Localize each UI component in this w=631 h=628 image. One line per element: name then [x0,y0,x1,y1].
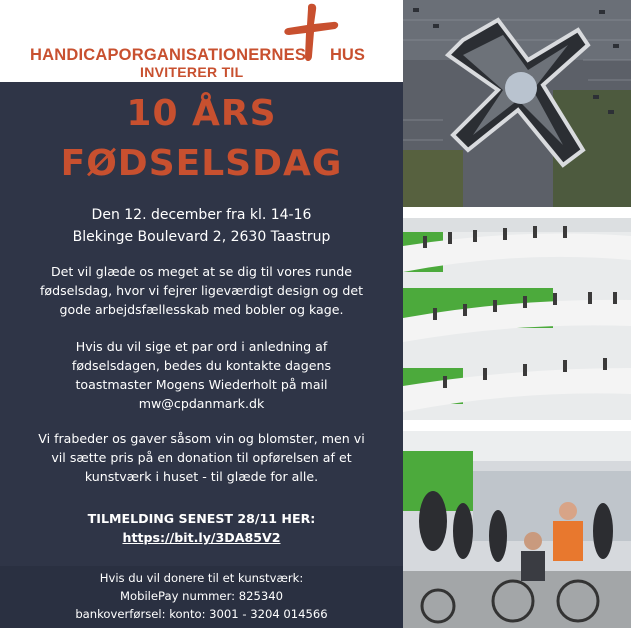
registration-link[interactable]: https://bit.ly/3DA85V2 [122,530,281,545]
header [0,0,403,82]
org-name: HANDICAPORGANISATIONERNES [30,46,307,64]
event-date: Den 12. december fra kl. 14-16 [91,207,312,223]
text-line: kunstværk i huset - til glæde for alle. [84,469,319,484]
org-hus: HUS [330,46,365,64]
photo-column [403,0,631,628]
text-line: Hvis du vil sige et par ord i anledning af [75,339,328,354]
paragraph-toastmaster [8,337,395,413]
text-line: gode arbejdsfællesskab med bobler og kage. [59,302,344,317]
text-line: Det vil glæde os meget at se dig til vores runde [50,264,353,279]
paragraph-gifts [8,429,395,486]
bank-transfer-line: bankoverførsel: konto: 3001 - 3204 014566 [75,607,328,621]
text-line: vil sætte pris på en donation til opførelsen af et [51,450,352,465]
wheelchair-activity-photo [403,431,631,628]
text-line: Vi frabeder os gaver såsom vin og blomster, men vi [38,431,365,446]
title-line-2: FØDSELSDAG [60,143,343,184]
title-line-1: 10 ÅRS [126,93,277,134]
donation-line: Hvis du vil donere til et kunstværk: [99,571,304,585]
registration-label: TILMELDING SENEST 28/11 HER: [87,511,316,526]
mobilepay-line: MobilePay nummer: 825340 [120,589,283,603]
aerial-building-photo [403,0,631,207]
event-address: Blekinge Boulevard 2, 2630 Taastrup [72,229,331,245]
text-line: fødselsdagen, bedes du kontakte dagens [71,358,332,373]
event-details [8,204,395,248]
paragraph-invite [8,262,395,319]
text-line: toastmaster Mogens Wiederholt på mail [75,377,328,392]
email-text: mw@cpdanmark.dk [138,396,265,411]
atrium-photo [403,218,631,420]
invites-text: INVITERER TIL [140,64,244,80]
text-line: fødselsdag, hvor vi fejrer ligeværdigt design og det [39,283,364,298]
